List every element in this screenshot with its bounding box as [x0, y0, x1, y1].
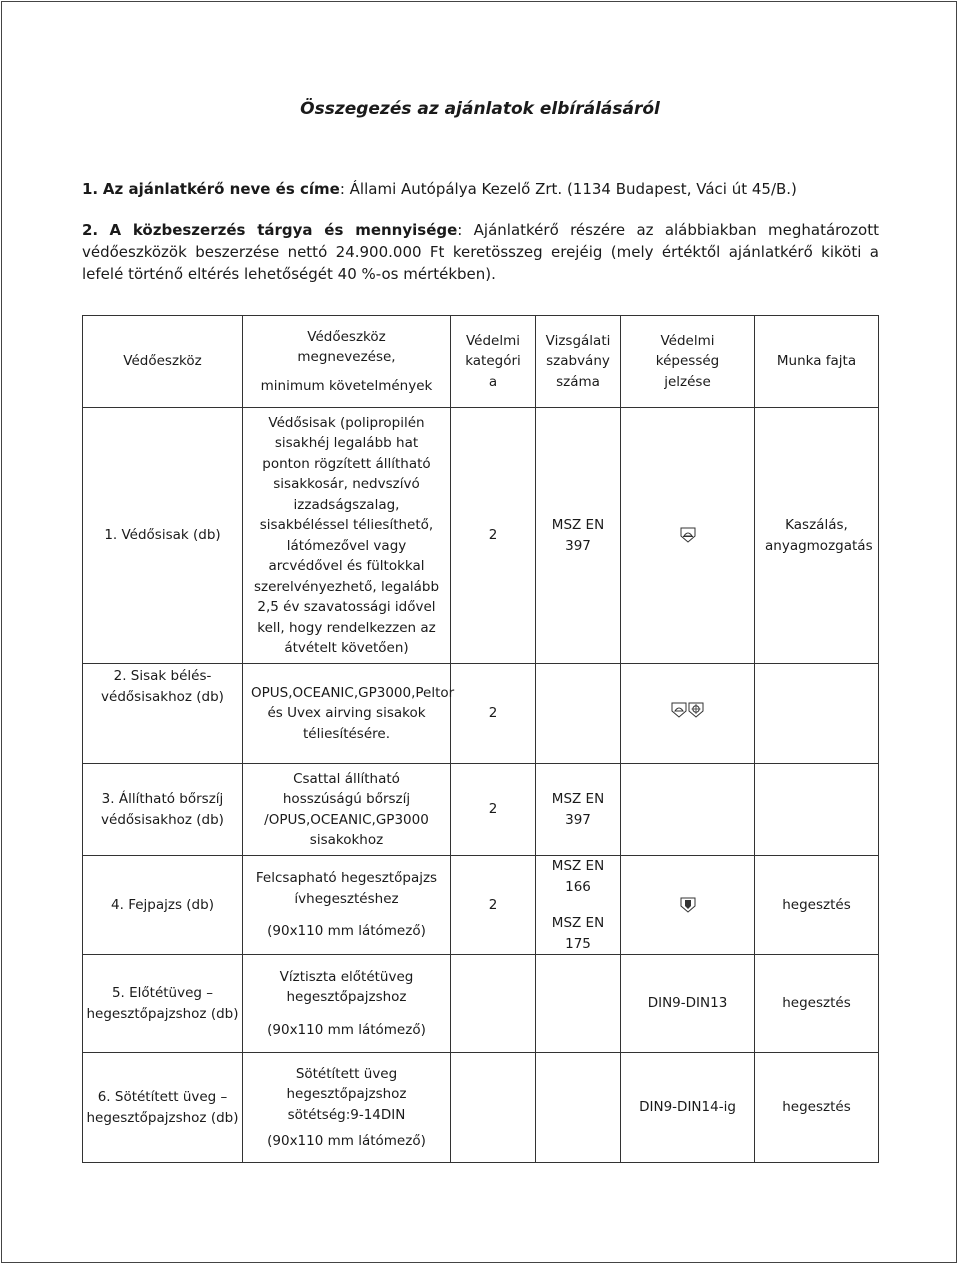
table-row — [83, 664, 879, 764]
document-title: Összegezés az ajánlatok elbírálásáról — [300, 99, 660, 119]
cell-equipment: 4. Fejpajzs (db) — [83, 856, 243, 955]
item1-label: Az ajánlatkérő neve és címe — [102, 180, 340, 198]
cell-description: Védősisak (polipropilén sisakhéj legalább hat ponton rögzített állítható sisakkosár, nedvszívó izzadságszalag, sisakbéléssel téliesíthető, látómezővel vagy arcvédővel és fültokkal szerelvényezhető, legalább 2,5 év szavatossági idővel kell, hogy rendelkezzen az átvételt követően) — [243, 408, 451, 664]
cell-equipment: 6. Sötétített üveg – hegesztőpajzshoz (db) — [83, 1053, 243, 1163]
cell-work-type: hegesztés — [755, 955, 879, 1053]
helmet-and-cold-pictograms-icon — [671, 701, 704, 719]
cell-standard — [536, 955, 621, 1053]
cell-category: 2 — [451, 664, 536, 764]
cell-description: Víztiszta előtétüveg hegesztőpajzshoz (90x110 mm látómező) — [243, 955, 451, 1053]
cell-standard: MSZ EN 397 — [536, 408, 621, 664]
cell-work-type: Kaszálás, anyagmozgatás — [755, 408, 879, 664]
cell-marking — [621, 408, 755, 664]
cell-marking — [621, 664, 755, 764]
cell-standard: MSZ EN 397 — [536, 764, 621, 856]
cell-marking: DIN9-DIN14-ig — [621, 1053, 755, 1163]
cold-icon — [688, 701, 704, 719]
cell-description: Sötétített üveg hegesztőpajzshoz sötétség:9-14DIN (90x110 mm látómező) — [243, 1053, 451, 1163]
cell-category — [451, 955, 536, 1053]
cell-category — [451, 1053, 536, 1163]
cell-category: 2 — [451, 856, 536, 955]
item1-number: 1. — [82, 180, 99, 198]
table-row — [83, 1053, 879, 1163]
item2-number: 2. — [82, 221, 99, 239]
cell-description: Csattal állítható hosszúságú bőrszíj /OPUS,OCEANIC,GP3000 sisakokhoz — [243, 764, 451, 856]
cell-work-type — [755, 764, 879, 856]
table-row — [83, 955, 879, 1053]
cell-work-type — [755, 664, 879, 764]
cell-work-type: hegesztés — [755, 1053, 879, 1163]
cell-equipment: 2. Sisak bélés- védősisakhoz (db) — [83, 664, 243, 764]
welding-shield-pictogram-icon — [679, 896, 697, 914]
cell-work-type: hegesztés — [755, 856, 879, 955]
cell-description: Felcsapható hegesztőpajzs ívhegesztéshez (90x110 mm látómező) — [243, 856, 451, 955]
table-header-row — [83, 316, 879, 408]
cell-equipment: 5. Előtétüveg – hegesztőpajzshoz (db) — [83, 955, 243, 1053]
header-work-type: Munka fajta — [755, 316, 879, 408]
cell-category: 2 — [451, 408, 536, 664]
equipment-table — [82, 315, 879, 1163]
cell-category: 2 — [451, 764, 536, 856]
cell-marking — [621, 856, 755, 955]
safety-helmet-pictogram-icon — [679, 526, 697, 544]
item2-label: A közbeszerzés tárgya és mennyisége — [109, 221, 458, 239]
cell-equipment: 3. Állítható bőrszíj védősisakhoz (db) — [83, 764, 243, 856]
header-name-requirements: Védőeszköz megnevezése, minimum követelmények — [243, 316, 451, 408]
cell-marking: DIN9-DIN13 — [621, 955, 755, 1053]
cell-marking — [621, 764, 755, 856]
paragraph-contracting-authority — [82, 178, 879, 200]
header-equipment: Védőeszköz — [83, 316, 243, 408]
item2-text: : Ajánlatkérő részére az alábbiakban meghatározott védőeszközök beszerzése nettó 24.900.000 Ft keretösszeg erejéig (mely értéktől ajánlatkérő kiköti a lefelé történő eltérés lehetőségét 40 %-os mértékben). — [82, 221, 879, 283]
paragraph-procurement-subject — [82, 219, 879, 285]
cell-equipment: 1. Védősisak (db) — [83, 408, 243, 664]
cell-standard — [536, 1053, 621, 1163]
header-protection-category: Védelmi kategóri a — [451, 316, 536, 408]
table-row — [83, 856, 879, 955]
cell-description: OPUS,OCEANIC,GP3000,Peltor és Uvex airving sisakok téliesítésére. — [243, 664, 451, 764]
item1-text: : Állami Autópálya Kezelő Zrt. (1134 Budapest, Váci út 45/B.) — [339, 180, 797, 198]
table-row — [83, 764, 879, 856]
cell-standard: MSZ EN 166 MSZ EN 175 — [536, 856, 621, 955]
header-protection-marking: Védelmi képesség jelzése — [621, 316, 755, 408]
table-row — [83, 408, 879, 664]
cell-standard — [536, 664, 621, 764]
helmet-icon — [671, 701, 687, 719]
header-test-standard: Vizsgálati szabvány száma — [536, 316, 621, 408]
